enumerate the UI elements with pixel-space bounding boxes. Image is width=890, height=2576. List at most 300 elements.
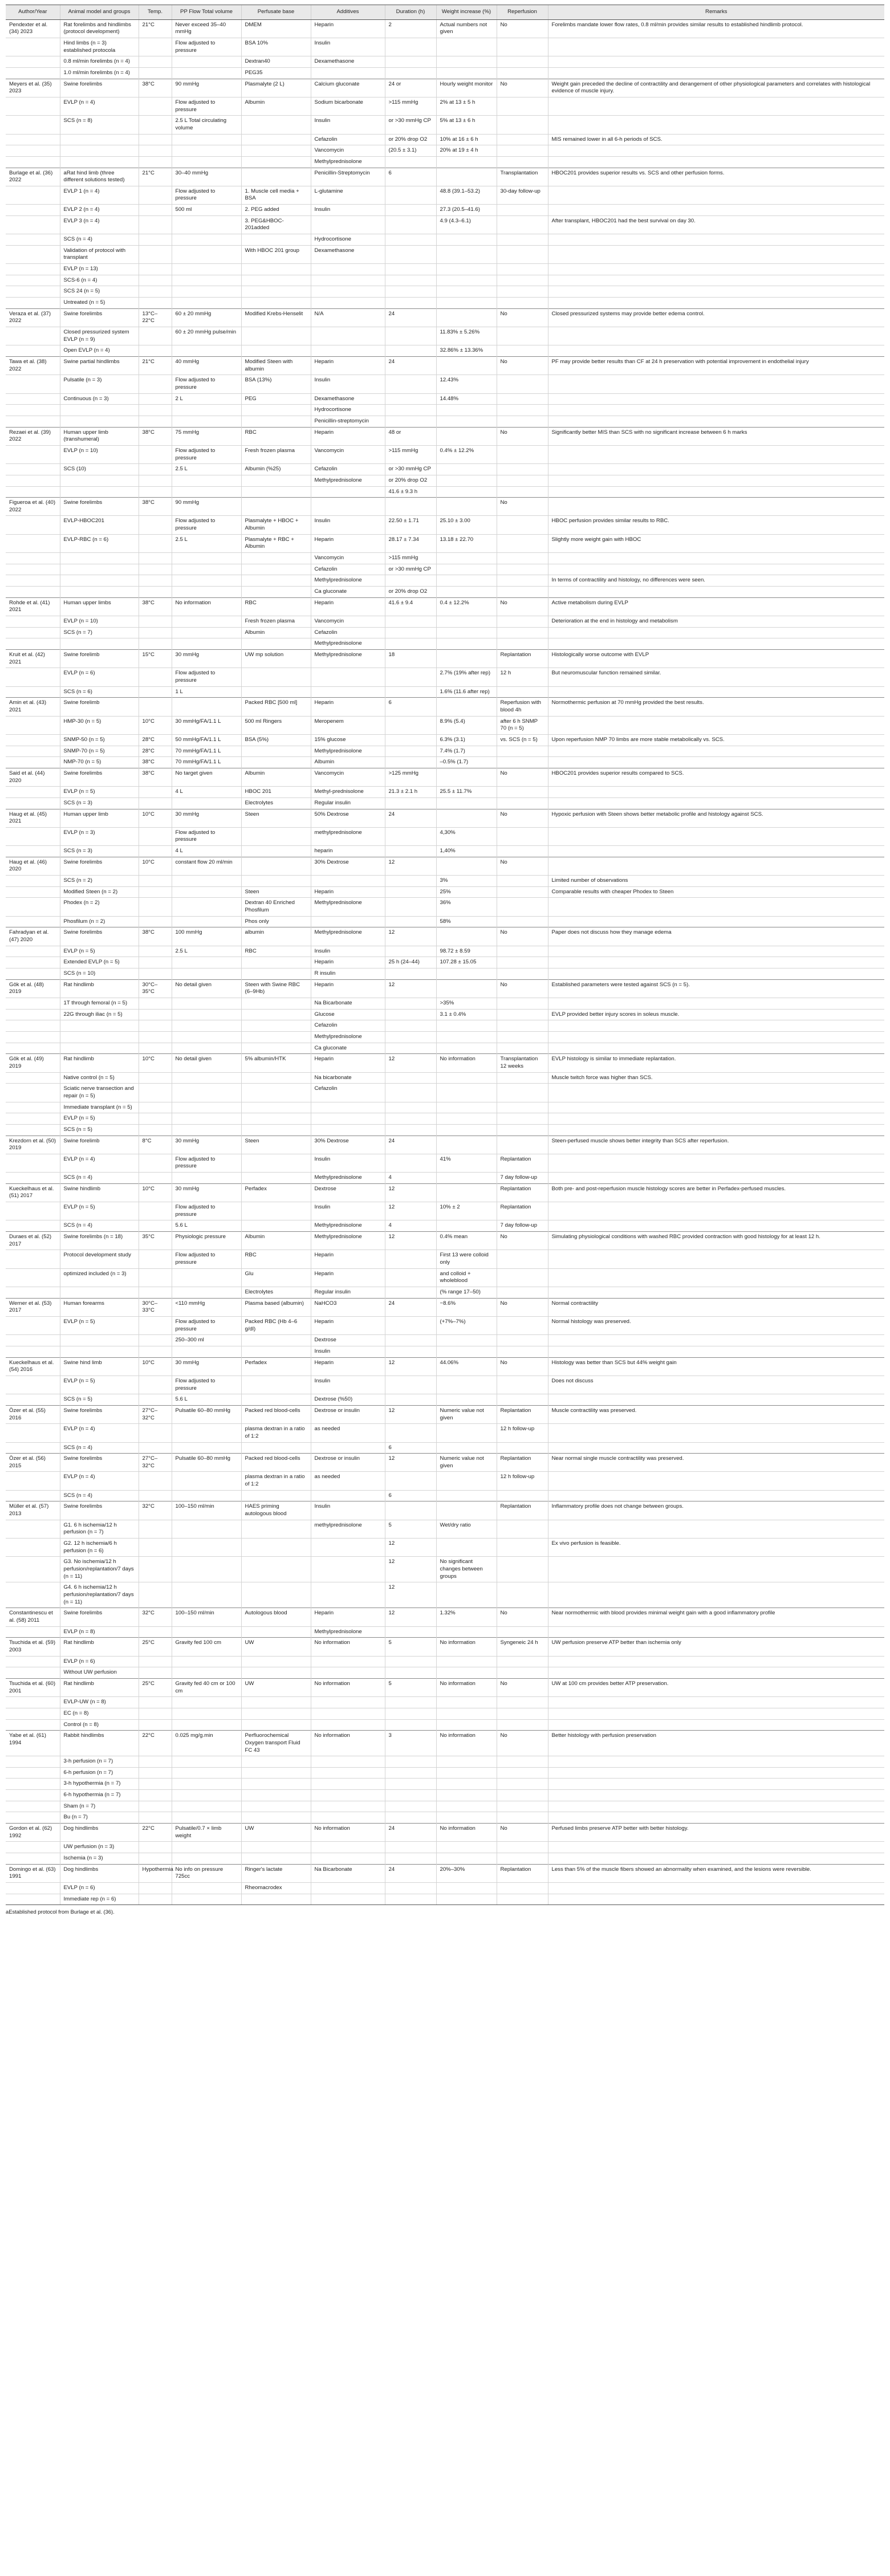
cell-weight-increase <box>436 1812 497 1824</box>
cell-reperfusion <box>497 846 548 857</box>
cell-temp <box>139 587 172 598</box>
cell-perfusate-base: Steen with Swine RBC (6–9Hb) <box>241 979 311 998</box>
cell-temp: 10°C <box>139 809 172 827</box>
cell-perfusate-base: 5% albumin/HTK <box>241 1054 311 1072</box>
table-row <box>6 616 884 628</box>
cell-duration <box>385 757 436 768</box>
cell-duration <box>385 245 436 263</box>
cell-animal-model: Rat hindlimb <box>60 1638 139 1656</box>
cell-additives: Insulin <box>311 375 385 393</box>
cell-perfusate-base: Albumin (%25) <box>241 464 311 475</box>
cell-author-year <box>6 1268 60 1287</box>
cell-reperfusion <box>497 757 548 768</box>
cell-pressure-flow-volume <box>172 1346 241 1357</box>
cell-animal-model: Swine hindlimb <box>60 1183 139 1202</box>
cell-animal-model: EVLP 3 (n = 4) <box>60 215 139 234</box>
cell-perfusate-base: Plasmalyte + HBOC + Albumin <box>241 516 311 534</box>
cell-duration <box>385 1268 436 1287</box>
cell-perfusate-base <box>241 1779 311 1790</box>
cell-weight-increase <box>436 264 497 275</box>
cell-duration: 12 <box>385 857 436 875</box>
cell-weight-increase <box>436 245 497 263</box>
cell-author-year <box>6 534 60 552</box>
cell-remarks: Muscle twitch force was higher than SCS. <box>548 1072 884 1084</box>
cell-additives: as needed <box>311 1472 385 1490</box>
cell-pressure-flow-volume: 30 mmHg <box>172 809 241 827</box>
cell-animal-model: Immediate transplant (n = 5) <box>60 1102 139 1113</box>
cell-author-year <box>6 757 60 768</box>
cell-animal-model: Rat forelimbs and hindlimbs (protocol development) <box>60 19 139 38</box>
cell-additives: Regular insulin <box>311 1287 385 1299</box>
table-row <box>6 1357 884 1376</box>
cell-remarks <box>548 946 884 957</box>
cell-author-year: Haug et al. (45) 2021 <box>6 809 60 827</box>
cell-additives <box>311 264 385 275</box>
cell-author-year: Gök et al. (48) 2019 <box>6 979 60 998</box>
cell-weight-increase <box>436 857 497 875</box>
cell-author-year: Tsuchida et al. (59) 2003 <box>6 1638 60 1656</box>
cell-duration <box>385 575 436 587</box>
cell-weight-increase: −8.6% <box>436 1298 497 1316</box>
cell-weight-increase: 7.4% (1.7) <box>436 746 497 757</box>
cell-reperfusion: Replantation <box>497 1864 548 1882</box>
cell-temp <box>139 846 172 857</box>
cell-temp <box>139 564 172 575</box>
cell-duration <box>385 156 436 168</box>
cell-animal-model: 3-h hypothermia (n = 7) <box>60 1779 139 1790</box>
cell-weight-increase <box>436 1626 497 1638</box>
cell-temp: 38°C <box>139 427 172 445</box>
cell-duration: 4 <box>385 1220 436 1232</box>
cell-additives: Hydrocortisone <box>311 234 385 246</box>
cell-author-year <box>6 1084 60 1102</box>
cell-perfusate-base: Plasmalyte + RBC + Albumin <box>241 534 311 552</box>
cell-additives: No information <box>311 1638 385 1656</box>
cell-animal-model: Swine forelimbs <box>60 1608 139 1626</box>
cell-author-year: Meyers et al. (35) 2023 <box>6 79 60 97</box>
table-row <box>6 245 884 263</box>
cell-temp <box>139 1557 172 1582</box>
cell-temp <box>139 145 172 157</box>
cell-temp <box>139 1072 172 1084</box>
cell-pressure-flow-volume <box>172 405 241 416</box>
cell-pressure-flow-volume: 30 mmHg/FA/1.1 L <box>172 716 241 734</box>
cell-pressure-flow-volume: Flow adjusted to pressure <box>172 1376 241 1394</box>
cell-pressure-flow-volume: 100 mmHg <box>172 927 241 946</box>
cell-temp <box>139 97 172 115</box>
cell-temp <box>139 186 172 204</box>
cell-temp <box>139 116 172 134</box>
cell-perfusate-base: Packed RBC (Hb 4–6 g/dl) <box>241 1316 311 1334</box>
cell-temp <box>139 56 172 68</box>
cell-duration: 22.50 ± 1.71 <box>385 516 436 534</box>
cell-additives: Heparin <box>311 698 385 716</box>
cell-pressure-flow-volume <box>172 1894 241 1905</box>
cell-weight-increase <box>436 1490 497 1501</box>
cell-reperfusion: No <box>497 1232 548 1250</box>
cell-remarks <box>548 245 884 263</box>
cell-weight-increase: 10% at 16 ± 6 h <box>436 134 497 145</box>
cell-author-year: Haug et al. (46) 2020 <box>6 857 60 875</box>
cell-duration <box>385 797 436 809</box>
cell-duration <box>385 205 436 216</box>
cell-weight-increase <box>436 475 497 486</box>
table-row <box>6 97 884 115</box>
cell-author-year <box>6 1376 60 1394</box>
cell-duration: 12 <box>385 1582 436 1608</box>
column-header-reperfusion: Reperfusion <box>497 5 548 20</box>
cell-remarks <box>548 968 884 980</box>
cell-reperfusion <box>497 1394 548 1406</box>
cell-author-year <box>6 1779 60 1790</box>
cell-weight-increase <box>436 616 497 628</box>
cell-additives <box>311 498 385 516</box>
cell-reperfusion <box>497 1520 548 1538</box>
cell-additives: Cefazolin <box>311 1084 385 1102</box>
cell-animal-model: SCS (n = 7) <box>60 627 139 638</box>
cell-temp <box>139 345 172 357</box>
cell-remarks <box>548 1113 884 1125</box>
cell-duration: >115 mmHg <box>385 445 436 463</box>
cell-temp <box>139 797 172 809</box>
table-row <box>6 1520 884 1538</box>
cell-additives <box>311 668 385 686</box>
cell-author-year: Krezdorn et al. (50) 2019 <box>6 1136 60 1154</box>
cell-additives: Methylprednisolone <box>311 1031 385 1043</box>
cell-duration: 5 <box>385 1520 436 1538</box>
table-row <box>6 375 884 393</box>
table-row <box>6 916 884 927</box>
cell-author-year <box>6 205 60 216</box>
cell-reperfusion: No <box>497 768 548 786</box>
cell-perfusate-base: RBC <box>241 946 311 957</box>
cell-remarks: Both pre- and post-reperfusion muscle histology scores are better in Perfadex-perfused muscles. <box>548 1183 884 1202</box>
cell-reperfusion <box>497 1779 548 1790</box>
cell-author-year <box>6 616 60 628</box>
table-row <box>6 1220 884 1232</box>
cell-animal-model: Rat hindlimb <box>60 1678 139 1696</box>
cell-perfusate-base: UW mp solution <box>241 650 311 668</box>
cell-temp <box>139 327 172 345</box>
cell-duration <box>385 876 436 887</box>
cell-animal-model: Immediate rep (n = 6) <box>60 1894 139 1905</box>
cell-pressure-flow-volume: 2 L <box>172 393 241 405</box>
table-row <box>6 275 884 286</box>
cell-remarks <box>548 627 884 638</box>
cell-reperfusion <box>497 797 548 809</box>
cell-reperfusion <box>497 886 548 898</box>
cell-author-year <box>6 1557 60 1582</box>
cell-remarks <box>548 375 884 393</box>
cell-duration <box>385 1472 436 1490</box>
cell-pressure-flow-volume <box>172 56 241 68</box>
cell-weight-increase <box>436 1853 497 1865</box>
cell-weight-increase: –0.5% (1.7) <box>436 757 497 768</box>
cell-pressure-flow-volume <box>172 475 241 486</box>
cell-temp: 22°C <box>139 1731 172 1756</box>
table-row <box>6 1084 884 1102</box>
table-row <box>6 67 884 79</box>
table-row <box>6 186 884 204</box>
cell-weight-increase: 10% ± 2 <box>436 1202 497 1220</box>
cell-additives <box>311 286 385 298</box>
cell-reperfusion: No <box>497 1678 548 1696</box>
cell-pressure-flow-volume: 100–150 ml/min <box>172 1501 241 1520</box>
cell-duration <box>385 627 436 638</box>
cell-temp <box>139 638 172 650</box>
cell-weight-increase: 36% <box>436 898 497 916</box>
cell-author-year <box>6 968 60 980</box>
cell-animal-model: Control (n = 8) <box>60 1719 139 1731</box>
cell-weight-increase <box>436 1582 497 1608</box>
cell-reperfusion <box>497 1812 548 1824</box>
cell-perfusate-base <box>241 1124 311 1136</box>
cell-animal-model: EVLP (n = 4) <box>60 1472 139 1490</box>
cell-pressure-flow-volume: 60 ± 20 mmHg pulse/min <box>172 327 241 345</box>
cell-perfusate-base: BSA (13%) <box>241 375 311 393</box>
cell-reperfusion <box>497 1883 548 1894</box>
cell-temp <box>139 1756 172 1768</box>
cell-temp <box>139 1801 172 1812</box>
cell-reperfusion <box>497 1020 548 1032</box>
cell-additives: Calcium gluconate <box>311 79 385 97</box>
cell-pressure-flow-volume: No target given <box>172 768 241 786</box>
cell-remarks <box>548 1424 884 1442</box>
cell-animal-model: EVLP-UW (n = 8) <box>60 1697 139 1708</box>
cell-remarks <box>548 1102 884 1113</box>
cell-pressure-flow-volume <box>172 1719 241 1731</box>
cell-pressure-flow-volume: Flow adjusted to pressure <box>172 375 241 393</box>
cell-weight-increase: 1.6% (11.6 after rep) <box>436 686 497 698</box>
cell-perfusate-base <box>241 1072 311 1084</box>
cell-additives <box>311 1697 385 1708</box>
cell-animal-model: SNMP-50 (n = 5) <box>60 734 139 746</box>
cell-additives <box>311 1490 385 1501</box>
cell-author-year <box>6 1124 60 1136</box>
cell-weight-increase <box>436 1894 497 1905</box>
table-row <box>6 1812 884 1824</box>
cell-perfusate-base <box>241 1442 311 1454</box>
cell-temp <box>139 1287 172 1299</box>
cell-temp <box>139 38 172 56</box>
cell-reperfusion <box>497 327 548 345</box>
cell-reperfusion: No <box>497 1824 548 1842</box>
cell-perfusate-base: PEG <box>241 393 311 405</box>
cell-additives: Methyl-prednisolone <box>311 787 385 798</box>
cell-remarks <box>548 1626 884 1638</box>
cell-weight-increase <box>436 1790 497 1801</box>
cell-pressure-flow-volume <box>172 1708 241 1719</box>
cell-pressure-flow-volume <box>172 1084 241 1102</box>
cell-weight-increase <box>436 234 497 246</box>
table-row <box>6 1539 884 1557</box>
cell-weight-increase: 32.86% ± 13.36% <box>436 345 497 357</box>
cell-perfusate-base <box>241 668 311 686</box>
cell-duration <box>385 1853 436 1865</box>
cell-reperfusion <box>497 393 548 405</box>
cell-duration: (20.5 ± 3.1) <box>385 145 436 157</box>
cell-remarks: Ex vivo perfusion is feasible. <box>548 1539 884 1557</box>
cell-author-year <box>6 1801 60 1812</box>
cell-animal-model: SCS (n = 8) <box>60 116 139 134</box>
cell-additives <box>311 1113 385 1125</box>
cell-author-year: Yabe et al. (61) 1994 <box>6 1731 60 1756</box>
cell-animal-model: Swine forelimbs <box>60 308 139 327</box>
cell-author-year <box>6 1883 60 1894</box>
cell-weight-increase <box>436 1335 497 1346</box>
cell-perfusate-base <box>241 1708 311 1719</box>
cell-additives: No information <box>311 1731 385 1756</box>
cell-author-year <box>6 1020 60 1032</box>
cell-additives <box>311 1582 385 1608</box>
cell-weight-increase <box>436 1031 497 1043</box>
cell-remarks <box>548 1043 884 1054</box>
table-row <box>6 1173 884 1184</box>
cell-remarks <box>548 916 884 927</box>
cell-reperfusion <box>497 205 548 216</box>
cell-duration <box>385 1719 436 1731</box>
table-row <box>6 1626 884 1638</box>
table-row <box>6 308 884 327</box>
cell-weight-increase: (% range 17–50) <box>436 1287 497 1299</box>
table-row <box>6 327 884 345</box>
cell-remarks <box>548 393 884 405</box>
cell-animal-model: EVLP (n = 4) <box>60 1154 139 1172</box>
cell-reperfusion <box>497 1102 548 1113</box>
cell-pressure-flow-volume: Gravity fed 40 cm or 100 cm <box>172 1678 241 1696</box>
cell-author-year <box>6 686 60 698</box>
cell-remarks: Deterioration at the end in histology and metabolism <box>548 616 884 628</box>
table-footnote: aEstablished protocol from Burlage et al. (36). <box>6 1908 115 1915</box>
cell-weight-increase: No information <box>436 1731 497 1756</box>
cell-pressure-flow-volume: 30–40 mmHg <box>172 168 241 186</box>
cell-animal-model: EVLP (n = 6) <box>60 1656 139 1667</box>
cell-author-year <box>6 1626 60 1638</box>
cell-reperfusion <box>497 275 548 286</box>
cell-remarks: MIS remained lower in all 6-h periods of SCS. <box>548 134 884 145</box>
cell-pressure-flow-volume: 4 L <box>172 846 241 857</box>
table-row <box>6 1501 884 1520</box>
cell-pressure-flow-volume <box>172 698 241 716</box>
cell-remarks <box>548 67 884 79</box>
cell-perfusate-base <box>241 1084 311 1102</box>
table-row <box>6 475 884 486</box>
cell-reperfusion <box>497 627 548 638</box>
cell-remarks: After transplant, HBOC201 had the best survival on day 30. <box>548 215 884 234</box>
cell-pressure-flow-volume: Gravity fed 100 cm <box>172 1638 241 1656</box>
cell-animal-model <box>60 1335 139 1346</box>
cell-temp <box>139 245 172 263</box>
cell-duration <box>385 264 436 275</box>
cell-author-year <box>6 787 60 798</box>
cell-reperfusion <box>497 1667 548 1679</box>
cell-temp <box>139 1894 172 1905</box>
table-row <box>6 134 884 145</box>
cell-pressure-flow-volume <box>172 1790 241 1801</box>
cell-additives: Na bicarbonate <box>311 1072 385 1084</box>
cell-weight-increase: Actual numbers not given <box>436 19 497 38</box>
cell-author-year <box>6 1202 60 1220</box>
table-row <box>6 1268 884 1287</box>
cell-additives: Methylprednisolone <box>311 475 385 486</box>
cell-reperfusion: 7 day follow-up <box>497 1220 548 1232</box>
cell-author-year: Figueroa et al. (40) 2022 <box>6 498 60 516</box>
cell-temp <box>139 998 172 1009</box>
cell-weight-increase <box>436 968 497 980</box>
cell-remarks <box>548 1220 884 1232</box>
cell-duration <box>385 998 436 1009</box>
cell-animal-model: EVLP (n = 5) <box>60 1113 139 1125</box>
cell-duration <box>385 916 436 927</box>
cell-remarks <box>548 1667 884 1679</box>
cell-reperfusion <box>497 375 548 393</box>
cell-duration <box>385 234 436 246</box>
cell-animal-model: 6-h perfusion (n = 7) <box>60 1767 139 1779</box>
cell-remarks: Histologically worse outcome with EVLP <box>548 650 884 668</box>
cell-remarks <box>548 264 884 275</box>
cell-weight-increase <box>436 1124 497 1136</box>
cell-temp <box>139 1043 172 1054</box>
cell-pressure-flow-volume: Physiologic pressure <box>172 1232 241 1250</box>
cell-animal-model: EVLP (n = 5) <box>60 1376 139 1394</box>
cell-duration: 25 h (24–44) <box>385 957 436 968</box>
cell-reperfusion <box>497 134 548 145</box>
cell-perfusate-base: UW <box>241 1638 311 1656</box>
cell-animal-model: Closed pressurized system EVLP (n = 9) <box>60 327 139 345</box>
cell-additives: Methylprednisolone <box>311 156 385 168</box>
table-row <box>6 205 884 216</box>
cell-additives: No information <box>311 1824 385 1842</box>
cell-animal-model: Swine forelimbs <box>60 79 139 97</box>
table-row <box>6 1767 884 1779</box>
cell-remarks <box>548 1790 884 1801</box>
cell-author-year <box>6 734 60 746</box>
cell-author-year <box>6 1250 60 1268</box>
cell-perfusate-base <box>241 1582 311 1608</box>
cell-animal-model: EVLP (n = 5) <box>60 787 139 798</box>
cell-pressure-flow-volume <box>172 968 241 980</box>
cell-perfusate-base: plasma dextran in a ratio of 1:2 <box>241 1472 311 1490</box>
cell-reperfusion: Replantation <box>497 1405 548 1423</box>
cell-author-year <box>6 797 60 809</box>
cell-duration <box>385 1656 436 1667</box>
cell-pressure-flow-volume: <110 mmHg <box>172 1298 241 1316</box>
table-row <box>6 1853 884 1865</box>
cell-additives: Vancomycin <box>311 145 385 157</box>
cell-pressure-flow-volume: 500 ml <box>172 205 241 216</box>
cell-perfusate-base: Perfluorochemical Oxygen transport Fluid FC 43 <box>241 1731 311 1756</box>
cell-animal-model: G4. 6 h ischemia/12 h perfusion/replantation/7 days (n = 11) <box>60 1582 139 1608</box>
cell-weight-increase: Numeric value not given <box>436 1405 497 1423</box>
cell-animal-model: aRat hind limb (three different solutions tested) <box>60 168 139 186</box>
cell-additives: Na Bicarbonate <box>311 998 385 1009</box>
cell-additives <box>311 1656 385 1667</box>
cell-pressure-flow-volume: 5.6 L <box>172 1220 241 1232</box>
cell-remarks <box>548 486 884 498</box>
cell-animal-model <box>60 1346 139 1357</box>
cell-temp <box>139 1020 172 1032</box>
cell-duration: 24 <box>385 356 436 375</box>
cell-weight-increase: 0.4% mean <box>436 1232 497 1250</box>
cell-remarks <box>548 38 884 56</box>
cell-perfusate-base <box>241 1894 311 1905</box>
cell-remarks <box>548 1490 884 1501</box>
table-row <box>6 1072 884 1084</box>
cell-reperfusion <box>497 475 548 486</box>
cell-additives: Heparin <box>311 1250 385 1268</box>
cell-author-year <box>6 1697 60 1708</box>
cell-remarks <box>548 857 884 875</box>
